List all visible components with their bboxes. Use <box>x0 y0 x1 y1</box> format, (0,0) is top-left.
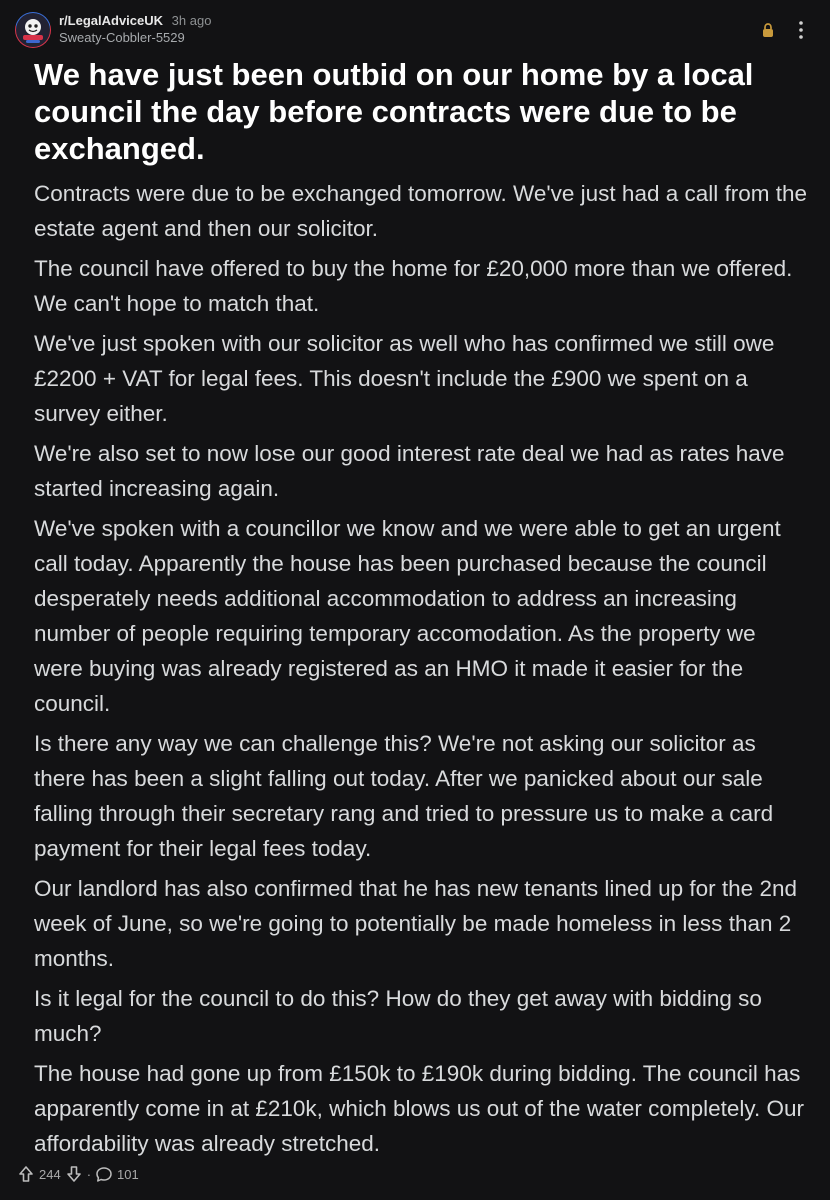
post-paragraph: The house had gone up from £150k to £190k during bidding. The council has apparently come in at £210k, which blows us out of the water completely. Our affordability was already stretched. <box>34 1061 804 1156</box>
lock-icon <box>760 22 776 38</box>
post-paragraph: The council have offered to buy the home for £20,000 more than we offered. We can't hope to match that. <box>34 256 793 316</box>
post-paragraph: We've just spoken with our solicitor as well who has confirmed we still owe £2200 + VAT for legal fees. This doesn't include the £900 we spent on a survey either. <box>34 331 775 426</box>
subreddit-name[interactable]: r/LegalAdviceUK <box>59 13 164 28</box>
post-body <box>34 176 809 1166</box>
post-header <box>0 0 830 52</box>
post-paragraph: Is there any way we can challenge this? We're not asking our solicitor as there has been a slight falling out today. After we panicked about our sale falling through their secretary rang and tried to pressure us to make a card payment for their legal fees today. <box>34 731 774 861</box>
post-paragraph: We've spoken with a councillor we know and we were able to get an urgent call today. Apparently the house has been purchased because the council desperately needs additional accommodation to address an increasing number of people requiring temporary accomodation. As the property we were buying was already registered as an HMO it made it easier for the council. <box>34 516 781 716</box>
upvote-icon[interactable] <box>16 1164 36 1184</box>
post-title: We have just been outbid on our home by a local council the day before contracts were due to be exchanged. <box>34 57 754 166</box>
upvote-count: 244 <box>39 1166 61 1182</box>
comment-count[interactable]: 101 <box>117 1166 139 1182</box>
post-paragraph: Our landlord has also confirmed that he has new tenants lined up for the 2nd week of June, so we're going to potentially be made homeless in less than 2 months. <box>34 876 797 971</box>
more-options-icon[interactable] <box>789 18 813 42</box>
post-meta <box>59 12 211 46</box>
comment-icon[interactable] <box>94 1164 114 1184</box>
post-paragraph: We're also set to now lose our good interest rate deal we had as rates have started increasing again. <box>34 441 785 501</box>
footer-separator: · <box>86 1166 92 1182</box>
post-paragraph: Is it legal for the council to do this? How do they get away with bidding so much? <box>34 986 762 1046</box>
downvote-icon[interactable] <box>64 1164 84 1184</box>
post-actions <box>16 1163 139 1185</box>
subreddit-avatar-icon[interactable] <box>15 12 51 48</box>
post-paragraph: Contracts were due to be exchanged tomorrow. We've just had a call from the estate agent and then our solicitor. <box>34 181 808 241</box>
post-time: 3h ago <box>171 13 212 28</box>
post-author[interactable]: Sweaty-Cobbler-5529 <box>59 30 185 45</box>
